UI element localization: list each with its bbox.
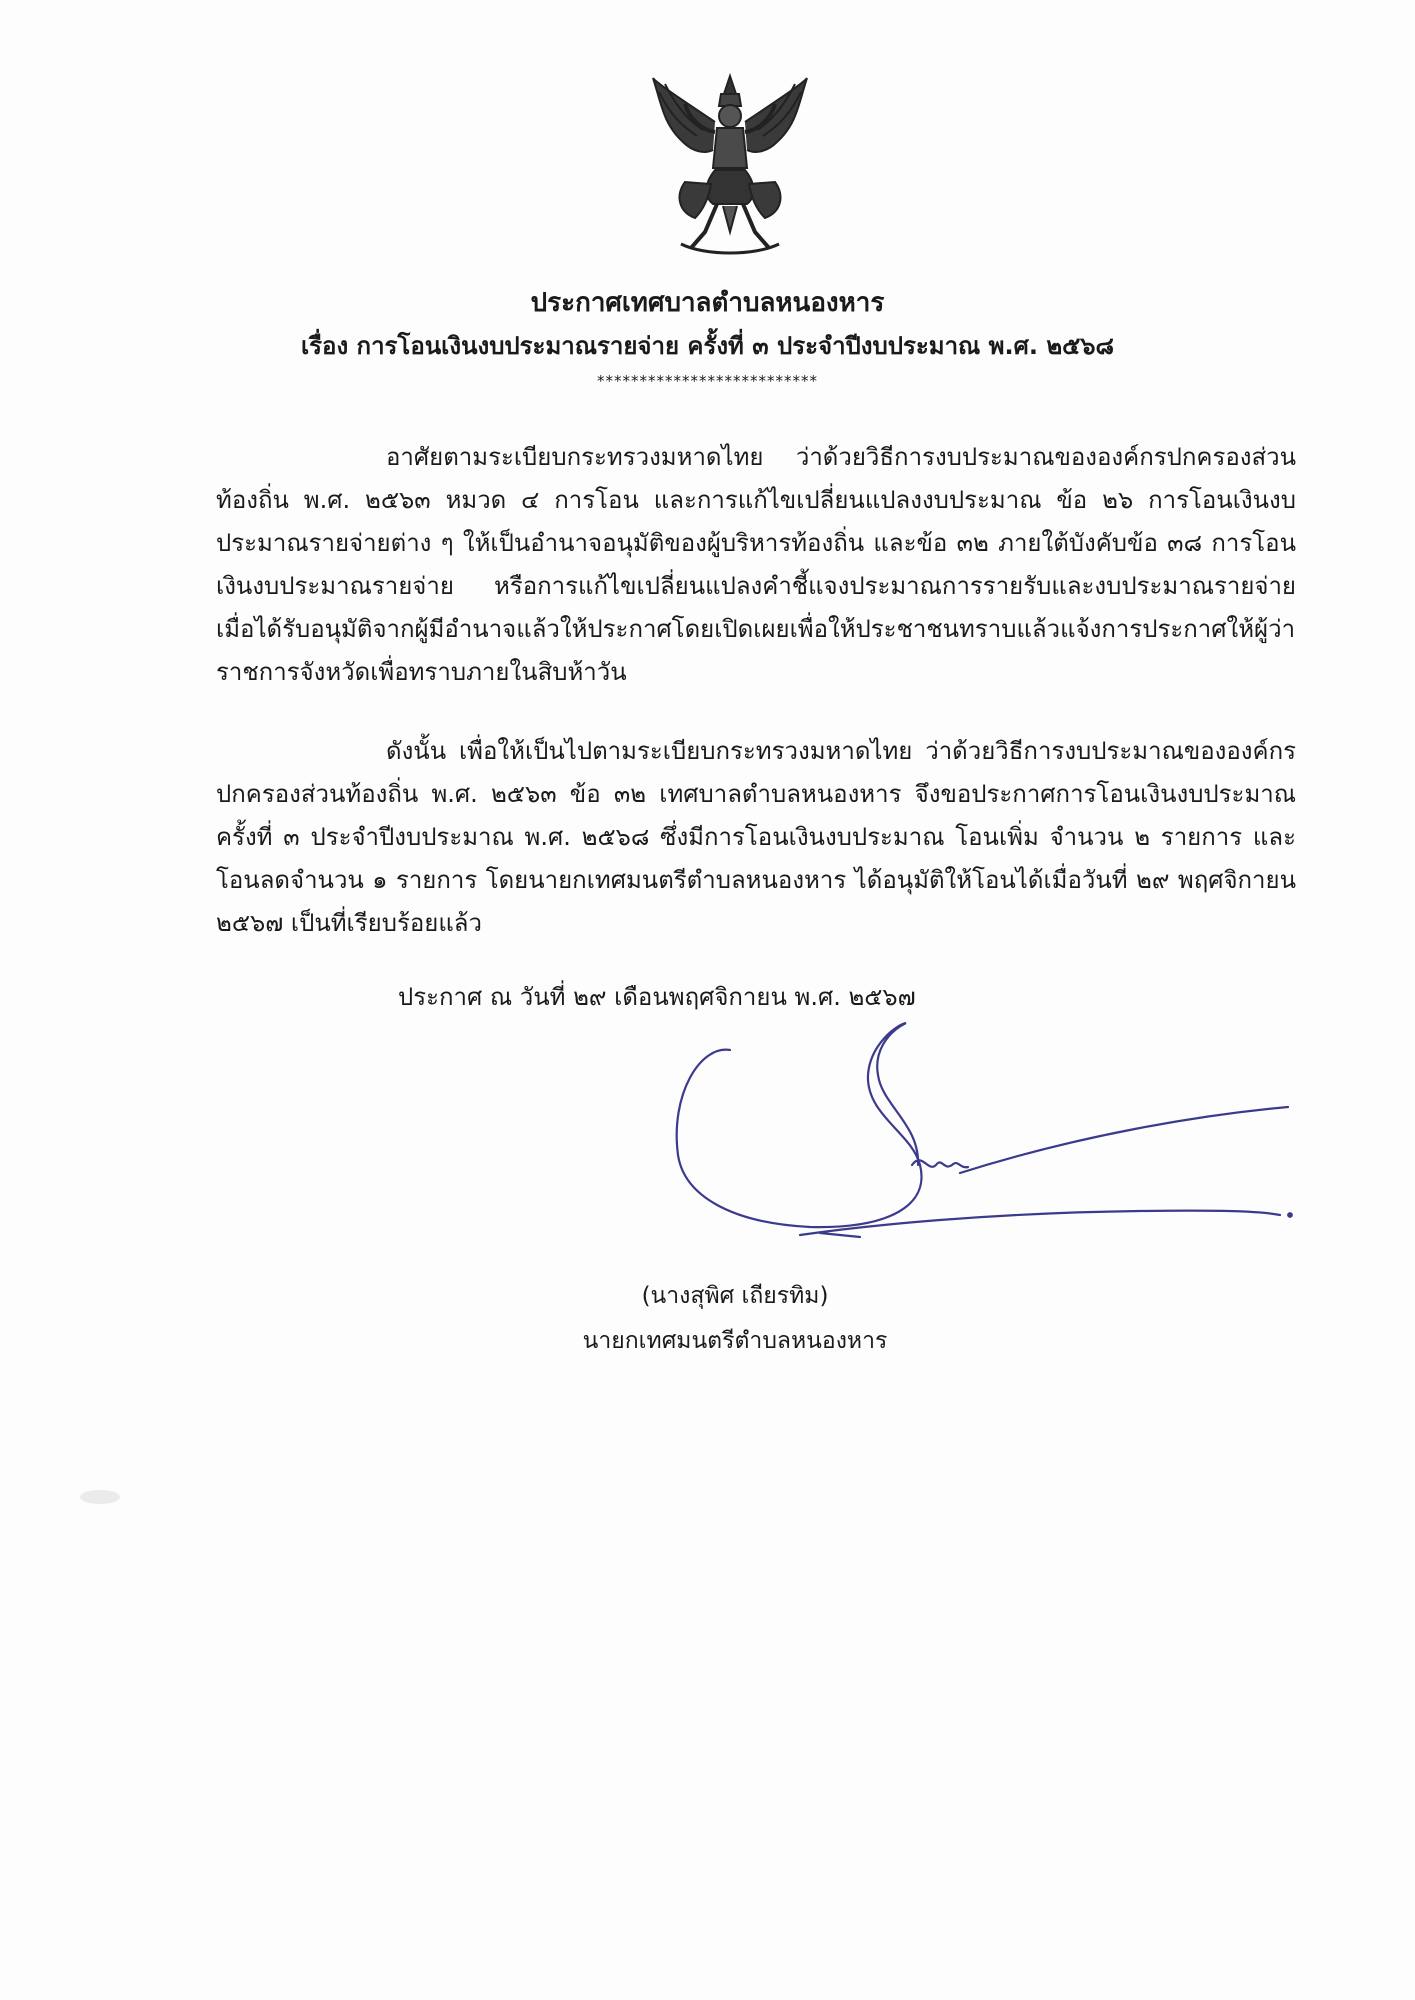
signer-position: นายกเทศมนตรีตำบลหนองหาร (582, 1328, 888, 1354)
title-separator: ************************** (597, 372, 818, 390)
body-paragraph-1: อาศัยตามระเบียบกระทรวงมหาดไทย ว่าด้วยวิธีการงบประมาณขององค์กรปกครองส่วนท้องถิ่น พ.ศ. ๒๕๖๓ หมวด ๔ การโอน และการแก้ไขเปลี่ยนแปลงงบประมาณ ข้อ ๒๖ การโอนเงินงบประมาณรายจ่ายต่าง ๆ ให้เป็นอำนาจอนุมัติของผู้บริหารท้องถิ่น และข้อ ๓๒ ภายใต้บังคับข้อ ๓๘ การโอนเงินงบประมาณรายจ่าย หรือการแก้ไขเปลี่ยนแปลงคำชี้แจงประมาณการรายรับและงบประมาณรายจ่าย เมื่อได้รับอนุมัติจากผู้มีอำนาจแล้วให้ประกาศโดยเปิดเผยเพื่อให้ประชาชนทราบแล้วแจ้งการประกาศให้ผู้ว่าราชการจังหวัดเพื่อทราบภายในสิบห้าวัน (216, 443, 1296, 686)
announce-date: ประกาศ ณ วันที่ ๒๙ เดือนพฤศจิกายน พ.ศ. ๒๕๖๗ (398, 983, 916, 1011)
handwritten-signature (660, 1005, 1300, 1250)
garuda-emblem-icon (645, 72, 815, 257)
body-paragraph-2: ดังนั้น เพื่อให้เป็นไปตามระเบียบกระทรวงมหาดไทย ว่าด้วยวิธีการงบประมาณขององค์กรปกครองส่วนท้องถิ่น พ.ศ. ๒๕๖๓ ข้อ ๓๒ เทศบาลตำบลหนองหาร จึงขอประกาศการโอนเงินงบประมาณครั้งที่ ๓ ประจำปีงบประมาณ พ.ศ. ๒๕๖๘ ซึ่งมีการโอนเงินงบประมาณ โอนเพิ่ม จำนวน ๒ รายการ และโอนลดจำนวน ๑ รายการ โดยนายกเทศมนตรีตำบลหนองหาร ได้อนุมัติให้โอนได้เมื่อวันที่ ๒๙ พฤศจิกายน ๒๕๖๗ เป็นที่เรียบร้อยแล้ว (216, 737, 1296, 937)
document-subject: เรื่อง การโอนเงินงบประมาณรายจ่าย ครั้งที่ ๓ ประจำปีงบประมาณ พ.ศ. ๒๕๖๘ (300, 332, 1115, 360)
paper-smudge (80, 1490, 120, 1504)
document-title: ประกาศเทศบาลตำบลหนองหาร (530, 288, 885, 318)
signer-name: (นางสุพิศ เถียรทิม) (641, 1283, 829, 1309)
